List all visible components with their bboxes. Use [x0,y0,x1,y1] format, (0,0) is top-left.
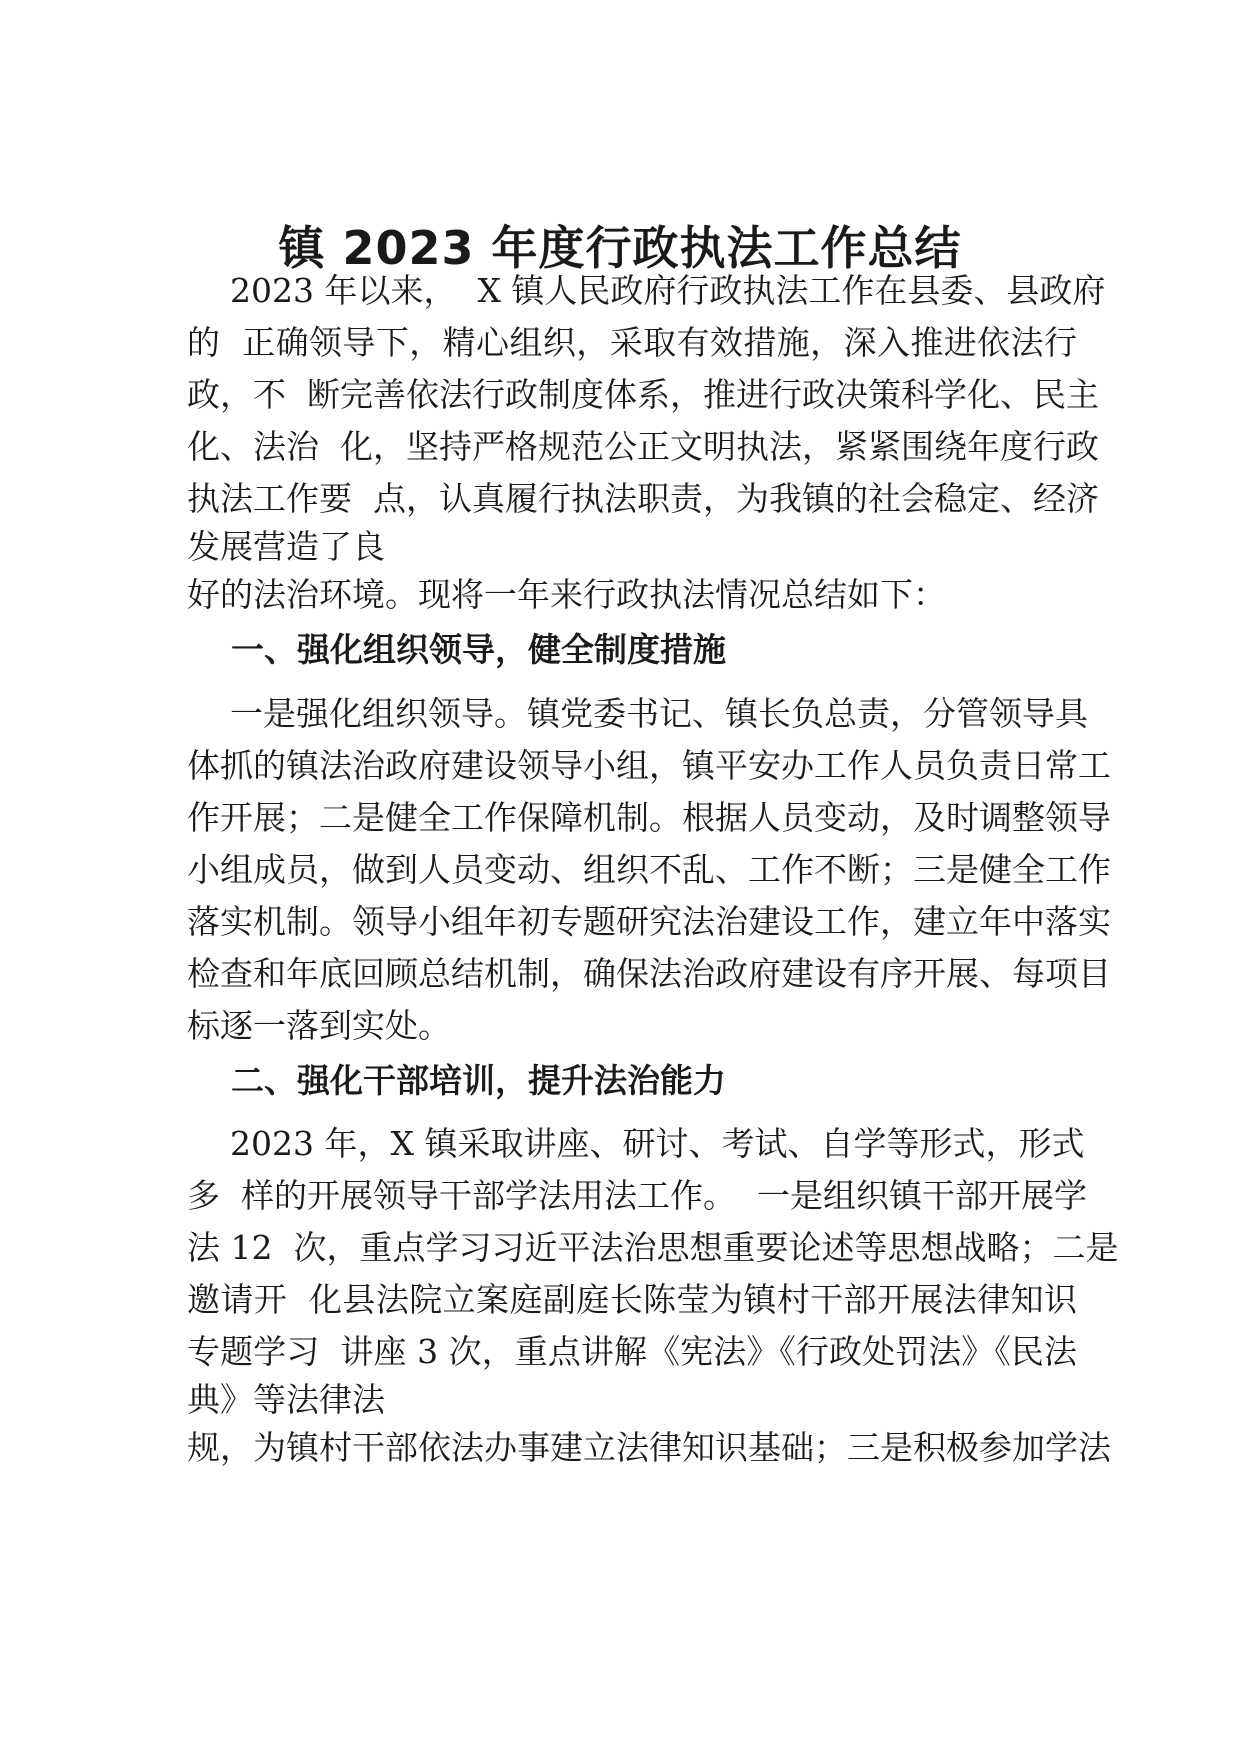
section-2-line-3: 法 12 次，重点学习习近平法治思想重要论述等思想战略；二是 [187,1228,1119,1267]
section-1-line-6: 检查和年底回顾总结机制，确保法治政府建设有序开展、每项目 [187,954,1111,993]
intro-line-5: 执法工作要 点，认真履行执法职责，为我镇的社会稳定、经济 [187,479,1099,518]
section-2-line-7: 规，为镇村干部依法办事建立法律知识基础；三是积极参加学法 [187,1428,1111,1467]
section-2-line-6: 典》等法律法 [187,1380,385,1419]
section-2-line-2: 多 样的开展领导干部学法用法工作。 一是组织镇干部开展学 [187,1176,1087,1215]
section-1-line-2: 体抓的镇法治政府建设领导小组，镇平安办工作人员负责日常工 [187,746,1111,785]
section-1-line-4: 小组成员，做到人员变动、组织不乱、工作不断；三是健全工作 [187,850,1111,889]
intro-line-6: 发展营造了良 [187,527,385,566]
section-2-line-5: 专题学习 讲座 3 次，重点讲解《宪法》《行政处罚法》《民法 [187,1332,1077,1371]
intro-line-2: 的 正确领导下，精心组织，采取有效措施，深入推进依法行 [187,323,1077,362]
intro-line-1: 2023 年以来， X 镇人民政府行政执法工作在县委、县政府 [230,271,1106,310]
section-1-line-1: 一是强化组织领导。镇党委书记、镇长负总责，分管领导具 [230,694,1088,733]
intro-line-3: 政，不 断完善依法行政制度体系，推进行政决策科学化、民主 [187,375,1099,414]
section-2-heading: 二、强化干部培训，提升法治能力 [231,1061,726,1100]
section-1-line-3: 作开展；二是健全工作保障机制。根据人员变动，及时调整领导 [187,798,1111,837]
section-1-heading: 一、强化组织领导，健全制度措施 [231,630,726,669]
intro-line-7: 好的法治环境。现将一年来行政执法情况总结如下： [187,575,946,614]
section-2-line-4: 邀请开 化县法院立案庭副庭长陈莹为镇村干部开展法律知识 [187,1280,1077,1319]
section-2-line-1: 2023 年，X 镇采取讲座、研讨、考试、自学等形式，形式 [230,1124,1085,1163]
section-1-line-5: 落实机制。领导小组年初专题研究法治建设工作，建立年中落实 [187,902,1111,941]
section-1-line-7: 标逐一落到实处。 [187,1006,451,1045]
intro-line-4: 化、法治 化，坚持严格规范公正文明执法，紧紧围绕年度行政 [187,427,1099,466]
document-title: 镇 2023 年度行政执法工作总结 [278,221,962,275]
